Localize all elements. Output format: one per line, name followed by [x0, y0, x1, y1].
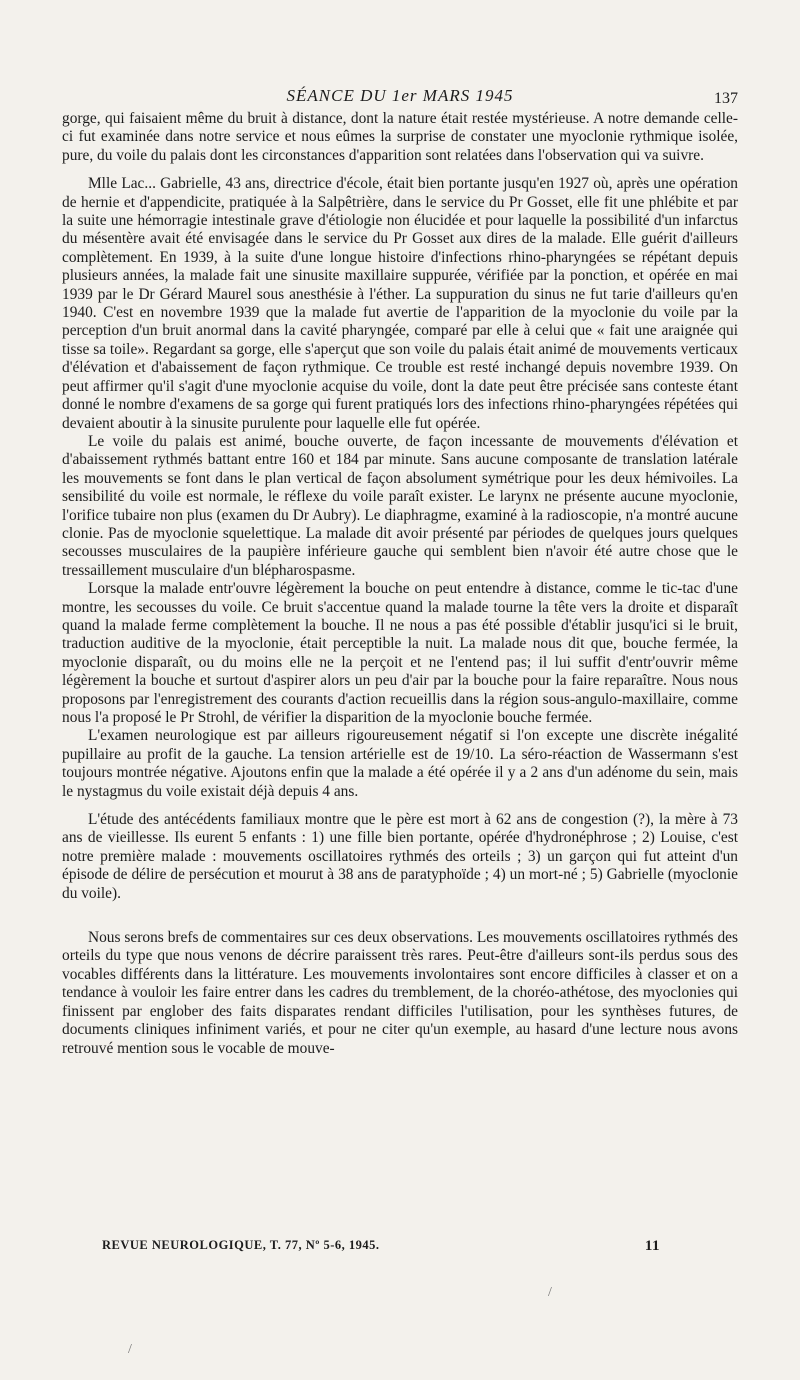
paragraph-continuation: gorge, qui faisaient même du bruit à distance, dont la nature était restée mystérieuse. A notre demande celle-ci fut examinée dans notre service et nous eûmes la surprise de constater une myoclonie rythmique isolée, pure, du voile du palais dont les circonstances d'apparition sont relatées dans l'observation qui va suivre.	[62, 110, 738, 164]
paragraph-commentary: Nous serons brefs de commentaires sur ces deux observations. Les mouvements oscillatoires rythmés des orteils du type que nous venons de décrire paraissent très rares. Peut-être d'ailleurs sont-ils perdus sous des vocables différents dans la littérature. Les mouvements involontaires sont encore difficiles à classer et on a tendance à vouloir les faire entrer dans les cadres du tremblement, de la choréo-athétose, des myoclonies qui finissent par englober des faits disparates rendant difficiles l'utilisation, pour les synthèses futures, de documents cliniques infiniment variés, et pour ne citer qu'un exemple, au hasard d'une lecture nous avons retrouvé mention sous le vocable de mouve-	[62, 929, 738, 1057]
document-page	[62, 80, 738, 1058]
paragraph-neuro-exam: L'examen neurologique est par ailleurs rigoureusement négatif si l'on excepte une discrète inégalité pupillaire au profit de la gauche. La tension artérielle est de 19/10. La séro-réaction de Wassermann s'est toujours montrée négative. Ajoutons enfin que la malade a été opérée il y a 2 ans d'un adénome du sein, mais le nystagmus du voile existait déjà depuis 4 ans.	[62, 727, 738, 800]
page-header	[62, 80, 738, 110]
running-head: SÉANCE DU 1er MARS 1945	[286, 86, 514, 105]
signature-mark: 11	[644, 1238, 660, 1254]
paragraph-case-history: Mlle Lac... Gabrielle, 43 ans, directrice d'école, était bien portante jusqu'en 1927 où, après une opération de hernie et d'appendicite, pratiquée à la Salpêtrière, dans le service du Pr Gosset, elle fit une phlébite et par la suite une hémorragie intestinale grave d'étiologie non élucidée et pour laquelle la possibilité d'un infarctus du mésentère avait été envisagée dans le service du Pr Gosset aux dires de la malade. Elle guérit d'ailleurs complètement. En 1939, à la suite d'une longue histoire d'infections rhino-pharyngées se répétant depuis plusieurs années, la malade fait une sinusite maxillaire suppurée, vérifiée par la ponction, et opérée en mai 1939 par le Dr Gérard Maurel sous anesthésie à l'éther. La suppuration du sinus ne fut tarie d'ailleurs qu'en 1940. C'est en novembre 1939 que la malade fut avertie de l'apparition de la myoclonie du voile par la perception d'un bruit anormal dans la cavité pharyngée, comparé par elle à celui que « fait une araignée qui tisse sa toile». Regardant sa gorge, elle s'aperçut que son voile du palais était animé de mouvements verticaux d'élévation et d'abaissement de façon rythmique. Ce trouble est resté inchangé depuis novembre 1939. On peut affirmer qu'il s'agit d'une myoclonie acquise du voile, dont la date peut être précisée sans conteste étant donné le nombre d'examens de sa gorge qui furent pratiqués lors des infections rhino-pharyngées répétées qui devaient aboutir à la sinusite purulente pour laquelle elle fut opérée.	[62, 175, 738, 432]
scan-artifact: /	[548, 1285, 552, 1300]
paragraph-noise: Lorsque la malade entr'ouvre légèrement la bouche on peut entendre à distance, comme le tic-tac d'une montre, les secousses du voile. Ce bruit s'accentue quand la malade tourne la tête vers la droite et disparaît quand la malade ferme complètement la bouche. Il ne nous a pas été possible d'établir jusqu'ici si le bruit, traduction auditive de la myoclonie, était perceptible la nuit. La malade nous dit que, bouche fermée, la myoclonie disparaît, ou du moins elle ne la perçoit et ne l'entend pas; il lui suffit d'entr'ouvrir même légèrement la bouche et surtout d'aspirer alors un peu d'air par la bouche pour la faire reparaître. Nous nous proposons par l'enregistrement des courants d'action recueillis dans la région sous-angulo-maxillaire, comme nous l'a proposé le Pr Strohl, de vérifier la disparition de la myoclonie bouche fermée.	[62, 580, 738, 726]
paragraph-examination: Le voile du palais est animé, bouche ouverte, de façon incessante de mouvements d'élévation et d'abaissement rythmés battant entre 160 et 184 par minute. Sans aucune composante de translation latérale les mouvements se font dans le plan vertical de façon absolument symétrique pour les deux hémivoiles. La sensibilité du voile est normale, le réflexe du voile paraît exister. Le larynx ne présente aucune myoclonie, l'orifice tubaire non plus (examen du Dr Aubry). Le diaphragme, examiné à la radioscopie, n'a montré aucune clonie. Pas de myoclonie squelettique. La malade dit avoir présenté par périodes de quelques jours quelques secousses musculaires de la paupière inférieure gauche qui semblent bien n'avoir été autre chose que le tressaillement musculaire d'un blépharospasme.	[62, 432, 738, 579]
page-number: 137	[714, 90, 738, 107]
page-footer	[102, 1238, 738, 1253]
body-text	[62, 110, 738, 1058]
paragraph-family-history: L'étude des antécédents familiaux montre que le père est mort à 62 ans de congestion (?), la mère à 73 ans de vieillesse. Ils eurent 5 enfants : 1) une fille bien portante, opérée d'hydronéphrose ; 2) Louise, c'est notre première malade : mouvements oscillatoires rythmés des orteils ; 3) un garçon qui fut atteint d'un épisode de délire de persécution et mourut à 38 ans de paratyphoïde ; 4) un mort-né ; 5) Gabrielle (myoclonie du voile).	[62, 811, 738, 902]
journal-reference: REVUE NEUROLOGIQUE, T. 77, Nº 5-6, 1945.	[102, 1238, 380, 1252]
scan-artifact: /	[128, 1342, 132, 1357]
